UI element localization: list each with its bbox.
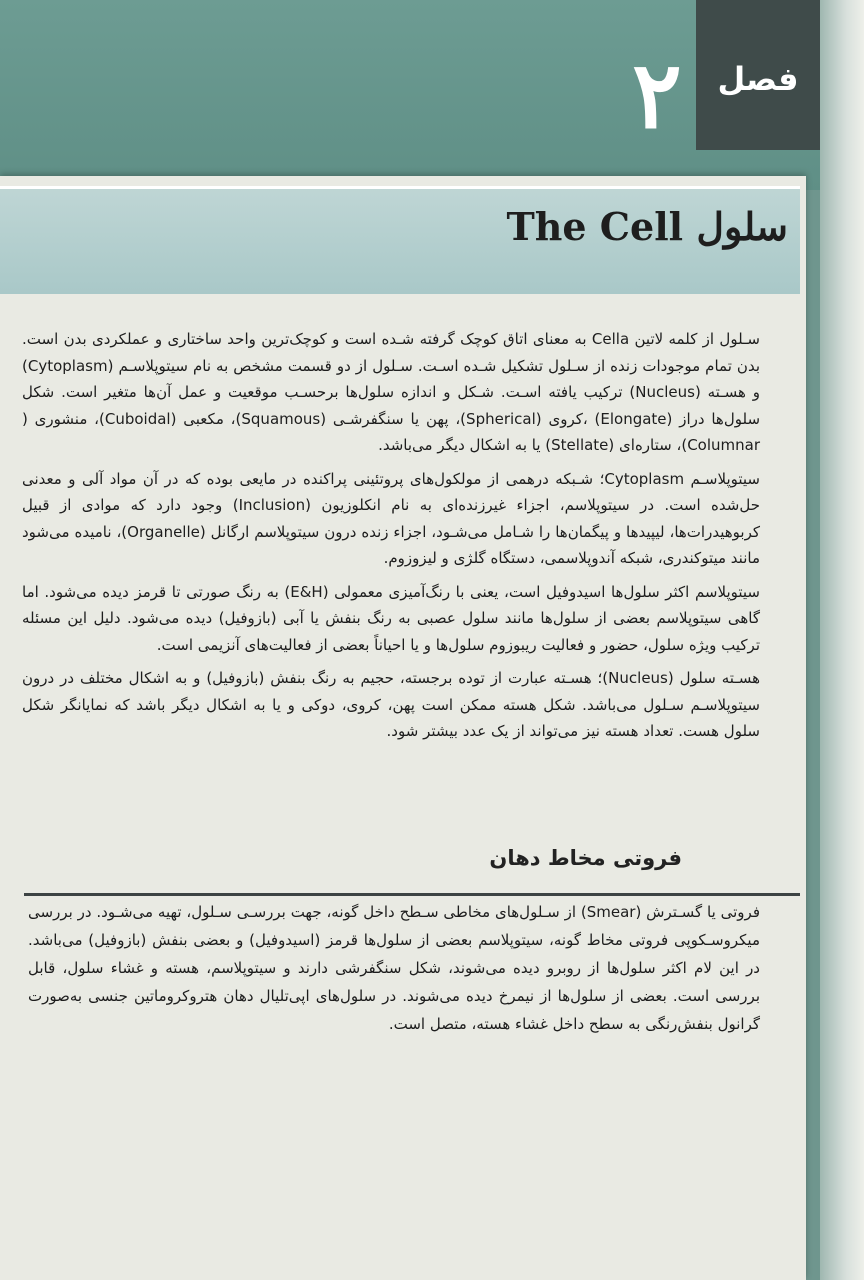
page xyxy=(0,176,806,1280)
section-heading: فروتی مخاط دهان xyxy=(489,846,682,870)
paragraph-cytoplasm: سیتوپلاسـم Cytoplasm؛ شـبکه درهمی از مولکول‌های پروتئینی پراکنده در مایعی بوده که در آن مواد آلی و معدنی حل‌شده است. در سیتوپلاسم، اجزاء غیرزنده‌ای به نام انکلوزیون (Inclusion) وجود دارد که موادی از قبیل کربوهیدرات‌ها، لیپیدها و پیگمان‌ها را شـامل می‌شـود، اجزاء زنده درون سیتوپلاسم ارگانل (Organelle)، نامیده می‌شود مانند میتوکندری، شبکه آندوپلاسمی، دستگاه گلژی و لیزوزوم. xyxy=(22,469,760,567)
paragraph-nucleus: هسـته سلول (Nucleus)؛ هسـته عبارت از توده برجسته، حجیم به رنگ بنفش (بازوفیل) و به اشکال مختلف در درون سیتوپلاسـم سـلول می‌باشد. شکل هسته ممکن است پهن، کروی، دوکی و یا به اشکال دیگر باشد که نمایانگر شکل سلول هست. تعداد هسته نیز می‌تواند از یک عدد بیشتر شود. xyxy=(22,669,761,740)
title-band xyxy=(0,186,800,294)
paragraph-staining: سیتوپلاسم اکثر سلول‌ها اسیدوفیل است، یعنی با رنگ‌آمیزی معمولی (E&H) به رنگ صورتی تا قرمز دیده می‌شود. اما گاهی سیتوپلاسم بعضی از سلول‌ها مانند سلول عصبی به رنگ بنفش یا آبی (بازوفیل) دیده می‌شود. دلیل این مسئله ترکیب ویژه سلول، حضور و فعالیت ریبوزوم سلول‌ها و یا احیاناً بعضی از فعالیت‌های آنزیمی است. xyxy=(22,582,760,654)
section-divider xyxy=(24,893,800,896)
body-text xyxy=(0,326,800,752)
chapter-number: ۲ xyxy=(632,41,682,149)
section-text xyxy=(0,898,800,1038)
chapter-tab xyxy=(696,0,820,150)
chapter-label: فصل xyxy=(717,60,799,98)
page-edge xyxy=(820,0,864,1280)
page-title: سلول The Cell xyxy=(506,204,788,249)
paragraph-smear: فروتی یا گسـترش (Smear) از سـلول‌های مخاطی سـطح داخل گونه، جهت بررسـی سـلول، تهیه می‌شـود. در بررسی میکروسـکوپی فروتی مخاط گونه، سیتوپلاسم بعضی از سلول‌ها قرمز (اسیدوفیل) و بعضی بنفش (بازوفیل) می‌باشد. در این لام اکثر سلول‌ها از روبرو دیده می‌شوند، شکل سنگفرشی دارند و سیتوپلاسم، هسته و غشاء سلول، قابل بررسی است. بعضی از سلول‌ها از نیمرخ دیده می‌شوند. در سلول‌های اپی‌تلیال دهان هتروکروماتین جنسی به‌صورت گرانول بنفش‌رنگی به سطح داخل غشاء هسته، متصل است. xyxy=(28,903,760,1033)
paragraph-intro: سـلول از کلمه لاتین Cella به معنای اتاق کوچک گرفته شـده است و کوچک‌ترین واحد ساختاری و عملکردی بدن است. بدن تمام موجودات زنده از سـلول تشکیل شـده اسـت. سـلول از دو قسمت مشخص به نام سیتوپلاسـم (Cytoplasm) و هسـته (Nucleus) ترکیب یافته اسـت. شـکل و اندازه سلول‌ها برحسـب موقعیت و عمل آن‌ها متغیر است. شکل سلول‌ها دراز (Elongate) ،کروی (Spherical)، پهن یا سنگفرشـی (Squamous)، مکعبی (Cuboidal)، منشوری ( Columnar)، ستاره‌ای (Stellate) یا به اشکال دیگر می‌باشد. xyxy=(22,330,761,454)
